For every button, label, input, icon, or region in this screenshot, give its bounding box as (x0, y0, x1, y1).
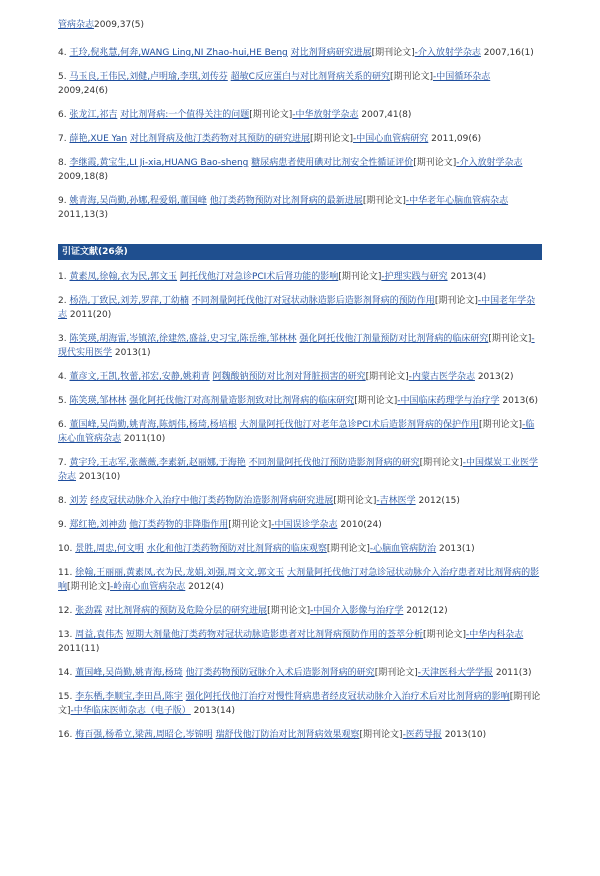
reference-item (58, 394, 542, 408)
reference-authors-link[interactable]: 董彦文,王凯,牧蕾,祁宏,安静,姚莉青 (69, 372, 210, 382)
reference-authors-link[interactable]: 陈笑瑛,胡海雷,岑镇浓,徐建然,盛益,史习宝,陈岳维,邹林林 (69, 334, 297, 344)
reference-number: 6. (58, 420, 67, 430)
reference-title-link[interactable]: 不同剂量阿托伐他汀预防造影剂肾病的研究 (248, 458, 420, 468)
reference-journal-link[interactable]: -天津医科大学学报 (417, 668, 493, 678)
reference-issue: 2013(6) (502, 396, 539, 406)
reference-journal-link[interactable]: -中华老年心脑血管病杂志 (405, 196, 509, 206)
reference-journal-link[interactable]: -中国介入影像与治疗学 (310, 606, 404, 616)
reference-number: 7. (58, 458, 67, 468)
issue-info: 2009,37(5) (94, 20, 144, 30)
reference-number: 4. (58, 372, 67, 382)
reference-title-link[interactable]: 短期大剂量他汀类药物对冠状动脉造影患者对比剂肾病预防作用的荟萃分析 (125, 630, 423, 640)
journal-link[interactable]: 管病杂志 (58, 20, 95, 30)
reference-journal-link[interactable]: -中国误诊学杂志 (271, 520, 338, 530)
reference-issue: 2012(4) (188, 582, 224, 592)
reference-type: [期刊论文] (267, 606, 311, 616)
reference-type: [期刊论文] (310, 134, 354, 144)
reference-authors-link[interactable]: 张劲霖 (75, 606, 103, 616)
reference-number: 8. (58, 158, 67, 168)
reference-type: [期刊论文] (67, 582, 111, 592)
reference-number: 10. (58, 544, 73, 554)
reference-title-link[interactable]: 强化阿托伐他汀对高剂量造影剂致对比剂肾病的临床研究 (129, 396, 355, 406)
reference-item (58, 666, 542, 680)
reference-authors-link[interactable]: 郑红艳,刘神劲 (69, 520, 127, 530)
reference-type: [期刊论文] (228, 520, 272, 530)
reference-type: [期刊论文] (434, 296, 478, 306)
reference-authors-link[interactable]: 景胜,周忠,何文明 (75, 544, 144, 554)
reference-authors-link[interactable]: 马玉良,王伟民,刘健,卢明瑜,李琪,刘传芬 (69, 72, 228, 82)
reference-title-link[interactable]: 糖尿病患者使用碘对比剂安全性循证评价 (251, 158, 414, 168)
reference-number: 9. (58, 196, 67, 206)
reference-authors-link[interactable]: 黄素凤,徐翰,衣为民,郭文玉 (69, 272, 178, 282)
reference-title-link[interactable]: 对比剂肾病:一个值得关注的问题 (120, 110, 250, 120)
reference-journal-link[interactable]: -内蒙古医学杂志 (408, 372, 475, 382)
reference-number: 2. (58, 296, 67, 306)
reference-issue: 2013(1) (114, 348, 151, 358)
reference-type: [期刊论文] (488, 334, 532, 344)
reference-authors-link[interactable]: 李东栖,李顺宝,李田昌,陈宇 (75, 692, 183, 702)
reference-authors-link[interactable]: 王玲,倪兆慧,何奔,WANG Ling,NI Zhao-hui,HE Beng (69, 48, 288, 58)
reference-type: [期刊论文] (479, 420, 523, 430)
reference-journal-link[interactable]: -中华内科杂志 (466, 630, 524, 640)
reference-number: 8. (58, 496, 67, 506)
reference-type: [期刊论文] (389, 72, 433, 82)
reference-item (58, 418, 542, 446)
reference-list (58, 46, 542, 222)
reference-item (58, 46, 542, 60)
reference-authors-link[interactable]: 徐翰,王丽丽,黄素凤,衣为民,龙娟,刘强,周文文,郭文玉 (75, 568, 285, 578)
reference-journal-link[interactable]: -吉林医学 (376, 496, 416, 506)
reference-journal-link[interactable]: -护理实践与研究 (381, 272, 448, 282)
reference-journal-link[interactable]: -介入放射学杂志 (456, 158, 523, 168)
reference-type: [期刊论文] (249, 110, 293, 120)
reference-item (58, 270, 542, 284)
reference-authors-link[interactable]: 黄宇玲,王志军,张薇薇,李素新,赵丽娜,于海艳 (69, 458, 246, 468)
reference-issue: 2011,09(6) (431, 134, 482, 144)
reference-journal-link[interactable]: -医药导报 (402, 730, 442, 740)
reference-title-link[interactable]: 不同剂量阿托伐他汀对冠状动脉造影后造影剂肾病的预防作用 (191, 296, 435, 306)
reference-item (58, 518, 542, 532)
reference-journal-link[interactable]: -中国老年学杂志 (58, 296, 536, 320)
reference-item (58, 604, 542, 618)
reference-journal-link[interactable]: -中华放射学杂志 (292, 110, 359, 120)
reference-number: 6. (58, 110, 67, 120)
reference-number: 13. (58, 630, 73, 640)
reference-title-link[interactable]: 阿魏酸钠预防对比剂对肾脏损害的研究 (212, 372, 366, 382)
document-page (58, 18, 542, 752)
reference-type: [期刊论文] (338, 272, 382, 282)
reference-journal-link[interactable]: -中国循环杂志 (432, 72, 491, 82)
reference-type: [期刊论文] (362, 196, 406, 206)
reference-issue: 2009,18(8) (58, 172, 108, 182)
reference-number: 5. (58, 396, 67, 406)
reference-number: 15. (58, 692, 73, 702)
reference-issue: 2013(2) (477, 372, 514, 382)
reference-authors-link[interactable]: 董国峰,吴尚勤,姚青海,杨琦 (75, 668, 183, 678)
reference-journal-link[interactable]: -中华临床医师杂志（电子版） (70, 706, 191, 716)
reference-type: [期刊论文] (326, 544, 370, 554)
reference-type: [期刊论文] (354, 396, 398, 406)
reference-title-link[interactable]: 对比剂肾病及他汀类药物对其预防的研究进展 (129, 134, 310, 144)
reference-number: 1. (58, 272, 67, 282)
reference-item (58, 370, 542, 384)
reference-journal-link[interactable]: -中国心血管病研究 (353, 134, 429, 144)
reference-number: 7. (58, 134, 67, 144)
reference-authors-link[interactable]: 薛艳,XUE Yan (69, 134, 128, 144)
reference-item (58, 456, 542, 484)
reference-title-link[interactable]: 阿托伐他汀对急诊PCI术后肾功能的影响 (179, 272, 339, 282)
section-header-cited: 引证文献(26条) (58, 244, 542, 260)
reference-title-link[interactable]: 瑞舒伐他汀防治对比剂肾病效果观察 (215, 730, 360, 740)
reference-item (58, 332, 542, 360)
reference-type: [期刊论文] (371, 48, 415, 58)
reference-title-link[interactable]: 大剂量阿托伐他汀对老年急诊PCI术后造影剂肾病的保护作用 (239, 420, 480, 430)
reference-type: [期刊论文] (413, 158, 457, 168)
reference-journal-link[interactable]: -中国煤炭工业医学杂志 (58, 458, 538, 482)
reference-title-link[interactable]: 经皮冠状动脉介入治疗中他汀类药物防治造影剂肾病研究进展 (90, 496, 334, 506)
reference-authors-link[interactable]: 周益,袁伟杰 (75, 630, 124, 640)
reference-type: [期刊论文] (374, 668, 418, 678)
reference-type: [期刊论文] (422, 630, 466, 640)
reference-type: [期刊论文] (58, 692, 541, 716)
reference-item (58, 690, 542, 718)
reference-authors-link[interactable]: 姚青海,吴尚勤,孙娜,程爱娟,董国峰 (69, 196, 207, 206)
reference-number: 9. (58, 520, 67, 530)
reference-item (58, 70, 542, 98)
reference-number: 16. (58, 730, 73, 740)
reference-item (58, 628, 542, 656)
reference-issue: 2013(10) (444, 730, 487, 740)
reference-journal-link[interactable]: -中国临床药理学与治疗学 (397, 396, 500, 406)
reference-issue: 2013(10) (78, 472, 121, 482)
reference-issue: 2011,13(3) (58, 210, 108, 220)
reference-number: 12. (58, 606, 73, 616)
reference-title-link[interactable]: 大剂量阿托伐他汀对急诊冠状动脉介入治疗患者对比剂肾病的影响 (58, 568, 540, 592)
reference-number: 5. (58, 72, 67, 82)
reference-issue: 2010(24) (340, 520, 382, 530)
reference-type: [期刊论文] (333, 496, 377, 506)
reference-journal-link[interactable]: -心脑血管病防治 (369, 544, 437, 554)
reference-title-link[interactable]: 超敏C反应蛋白与对比剂肾病关系的研究 (230, 72, 390, 82)
reference-title-link[interactable]: 强化阿托伐他汀治疗对慢性肾病患者经皮冠状动脉介入治疗术后对比剂肾病的影响 (185, 692, 510, 702)
reference-fragment (58, 18, 542, 32)
reference-authors-link[interactable]: 陈笑瑛,邹林林 (69, 396, 127, 406)
reference-issue: 2013(4) (450, 272, 487, 282)
reference-issue: 2007,41(8) (361, 110, 412, 120)
reference-item (58, 108, 542, 122)
reference-issue: 2011(20) (69, 310, 112, 320)
reference-item (58, 294, 542, 322)
reference-journal-link[interactable]: -介入放射学杂志 (414, 48, 481, 58)
reference-title-link[interactable]: 对比剂肾病研究进展 (290, 48, 372, 58)
reference-item (58, 542, 542, 556)
reference-journal-link[interactable]: -现代实用医学 (58, 334, 535, 358)
reference-item (58, 728, 542, 742)
reference-item (58, 194, 542, 222)
reference-authors-link[interactable]: 董国峰,吴尚勤,姚青海,陈炳伟,杨琦,杨培根 (69, 420, 237, 430)
reference-authors-link[interactable]: 张龙江,祁吉 (69, 110, 118, 120)
reference-issue: 2009,24(6) (58, 86, 108, 96)
reference-issue: 2013(1) (438, 544, 475, 554)
reference-issue: 2013(14) (193, 706, 236, 716)
reference-number: 4. (58, 48, 67, 58)
reference-journal-link[interactable]: -岭南心血管病杂志 (110, 582, 186, 592)
reference-number: 11. (58, 568, 73, 578)
reference-issue: 2011(3) (495, 668, 532, 678)
reference-number: 3. (58, 334, 67, 344)
reference-authors-link[interactable]: 杨浩,丁致民,刘芳,罗萍,丁幼楠 (69, 296, 189, 306)
reference-issue: 2012(12) (406, 606, 448, 616)
reference-item (58, 494, 542, 508)
reference-item (58, 566, 542, 594)
citing-reference-list (58, 270, 542, 742)
reference-issue: 2007,16(1) (483, 48, 534, 58)
reference-authors-link[interactable]: 梅百强,杨希立,梁茜,周昭仑,岑锦明 (75, 730, 213, 740)
reference-title-link[interactable]: 对比剂肾病的预防及危险分层的研究进展 (105, 606, 268, 616)
reference-type: [期刊论文] (419, 458, 463, 468)
reference-issue: 2011(11) (58, 644, 100, 654)
reference-title-link[interactable]: 他汀类药物预防对比剂肾病的最新进展 (209, 196, 363, 206)
reference-authors-link[interactable]: 李继霞,黄宝生,LI Ji-xia,HUANG Bao-sheng (69, 158, 249, 168)
reference-item (58, 132, 542, 146)
reference-title-link[interactable]: 他汀类药物的非降脂作用 (129, 520, 229, 530)
reference-title-link[interactable]: 他汀类药物预防冠脉介入术后造影剂肾病的研究 (185, 668, 375, 678)
reference-type: [期刊论文] (365, 372, 409, 382)
reference-issue: 2011(10) (123, 434, 166, 444)
reference-journal-link[interactable]: -临床心血管病杂志 (58, 420, 535, 444)
reference-title-link[interactable]: 强化阿托伐他汀剂量预防对比剂肾病的临床研究 (299, 334, 489, 344)
reference-type: [期刊论文] (359, 730, 403, 740)
reference-title-link[interactable]: 水化和他汀类药物预防对比剂肾病的临床观察 (146, 544, 327, 554)
reference-authors-link[interactable]: 刘芳 (69, 496, 88, 506)
reference-issue: 2012(15) (418, 496, 460, 506)
reference-number: 14. (58, 668, 73, 678)
reference-item (58, 156, 542, 184)
